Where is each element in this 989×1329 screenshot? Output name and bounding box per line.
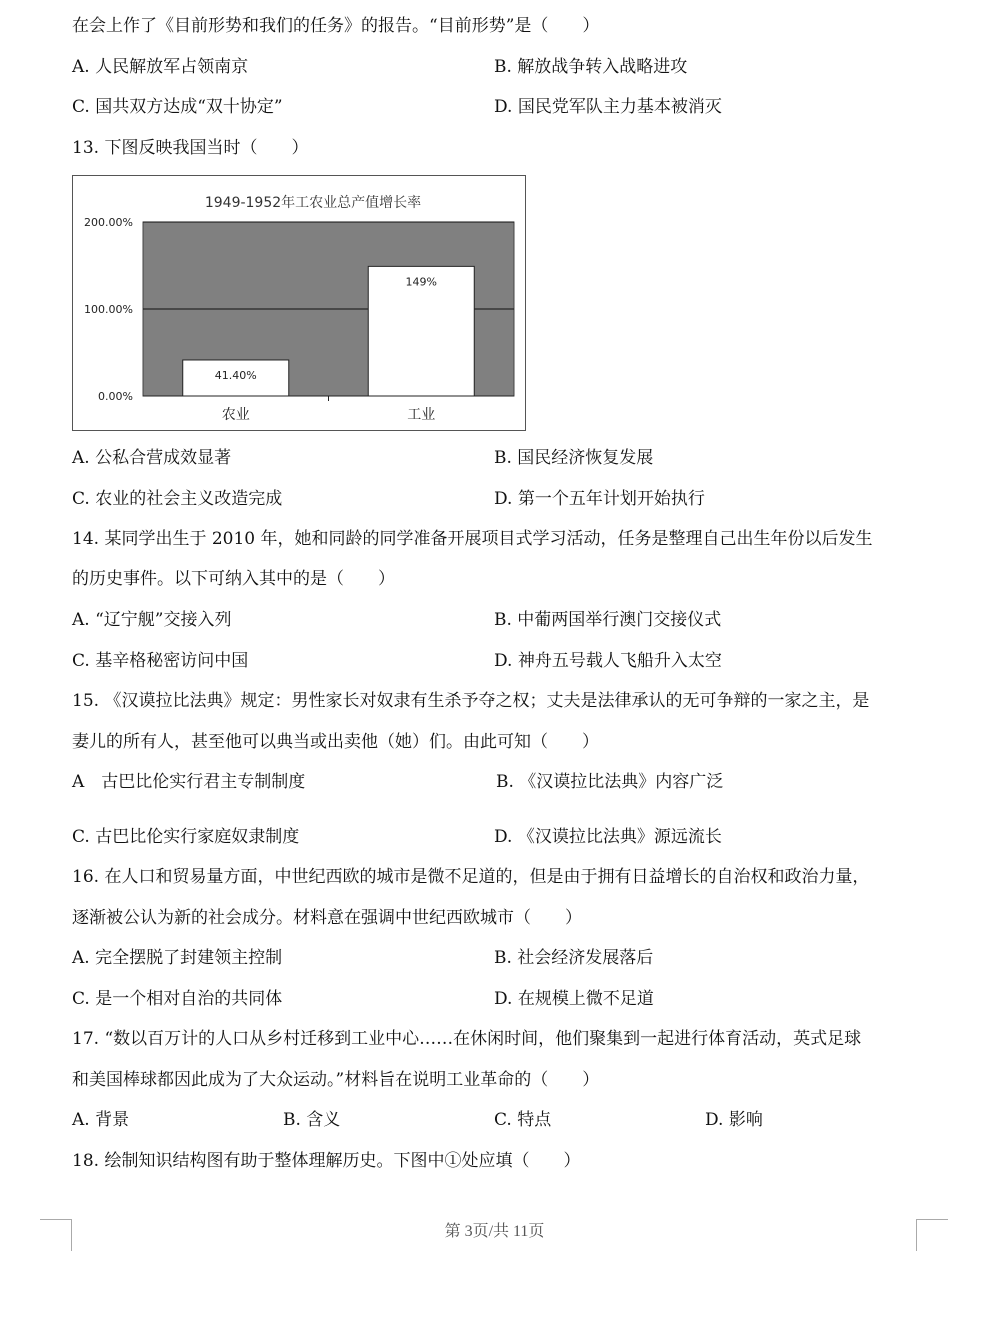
q12-option-b: B. 解放战争转入战略进攻 — [494, 57, 688, 77]
q14-stem-line1: 14. 某同学出生于 2010 年，她和同龄的同学准备开展项目式学习活动，任务是整理自己出生年份以后发生 — [72, 529, 873, 549]
q15-stem-line1: 15. 《汉谟拉比法典》规定：男性家长对奴隶有生杀予夺之权；丈夫是法律承认的无可争辩的一家之主，是 — [72, 691, 870, 711]
growth-rate-chart — [72, 175, 526, 431]
crop-mark-left-h — [40, 1219, 72, 1220]
q13-option-d: D. 第一个五年计划开始执行 — [494, 489, 705, 509]
crop-mark-right-v — [916, 1219, 917, 1251]
q13-option-c: C. 农业的社会主义改造完成 — [72, 489, 283, 509]
q16-option-a: A. 完全摆脱了封建领主控制 — [72, 948, 283, 968]
q12-option-d: D. 国民党军队主力基本被消灭 — [494, 97, 722, 117]
chart-title: 1949-1952年工农业总产值增长率 — [204, 195, 422, 211]
q15-stem-line2: 妻儿的所有人，甚至他可以典当或出卖他（她）们。由此可知（ ） — [72, 732, 599, 752]
q16-option-c: C. 是一个相对自治的共同体 — [72, 989, 283, 1009]
data-label: 149% — [405, 275, 437, 289]
q15-option-c: C. 古巴比伦实行家庭奴隶制度 — [72, 827, 300, 847]
x-tick-label: 农业 — [221, 407, 250, 423]
q17-stem-line1: 17. “数以百万计的人口从乡村迁移到工业中心……在休闲时间，他们聚集到一起进行体育活动，英式足球 — [72, 1029, 862, 1049]
q13-option-a: A. 公私合营成效显著 — [72, 448, 232, 468]
q17-stem-line2: 和美国棒球都因此成为了大众运动。”材料旨在说明工业革命的（ ） — [72, 1070, 600, 1090]
q15-option-a: A 古巴比伦实行君主专制制度 — [72, 772, 306, 792]
q13-option-b: B. 国民经济恢复发展 — [494, 448, 654, 468]
q14-option-b: B. 中葡两国举行澳门交接仪式 — [494, 610, 722, 630]
x-tick-label: 工业 — [407, 407, 436, 423]
page-number: 第 3页/共 11页 — [444, 1223, 545, 1240]
q16-stem-line2: 逐渐被公认为新的社会成分。材料意在强调中世纪西欧城市（ ） — [72, 908, 582, 928]
q17-option-b: B. 含义 — [283, 1110, 341, 1130]
q14-option-d: D. 神舟五号载人飞船升入太空 — [494, 651, 722, 671]
q14-stem-line2: 的历史事件。以下可纳入其中的是（ ） — [72, 569, 395, 589]
q12-stem: 在会上作了《目前形势和我们的任务》的报告。“目前形势”是（ ） — [72, 16, 600, 36]
y-tick-label: 0.00% — [98, 390, 133, 403]
data-label: 41.40% — [214, 368, 257, 382]
q18-stem: 18. 绘制知识结构图有助于整体理解历史。下图中①处应填（ ） — [72, 1151, 581, 1171]
crop-mark-right-h — [916, 1219, 948, 1220]
q14-option-a: A. “辽宁舰”交接入列 — [72, 610, 232, 630]
q15-option-b: B. 《汉谟拉比法典》内容广泛 — [496, 772, 724, 792]
y-tick-label: 200.00% — [84, 216, 133, 229]
q16-option-d: D. 在规模上微不足道 — [494, 989, 654, 1009]
chart-svg — [73, 176, 525, 430]
q17-option-d: D. 影响 — [705, 1110, 763, 1130]
y-tick-label: 100.00% — [84, 303, 133, 316]
crop-mark-left-v — [71, 1219, 72, 1251]
q17-option-c: C. 特点 — [494, 1110, 552, 1130]
q16-option-b: B. 社会经济发展落后 — [494, 948, 654, 968]
q14-option-c: C. 基辛格秘密访问中国 — [72, 651, 249, 671]
q12-option-c: C. 国共双方达成“双十协定” — [72, 97, 283, 117]
q17-option-a: A. 背景 — [72, 1110, 130, 1130]
q15-option-d: D. 《汉谟拉比法典》源远流长 — [494, 827, 722, 847]
q16-stem-line1: 16. 在人口和贸易量方面，中世纪西欧的城市是微不足道的，但是由于拥有日益增长的自治权和政治力量， — [72, 867, 870, 887]
q12-option-a: A. 人民解放军占领南京 — [72, 57, 249, 77]
q13-stem: 13. 下图反映我国当时（ ） — [72, 138, 309, 158]
